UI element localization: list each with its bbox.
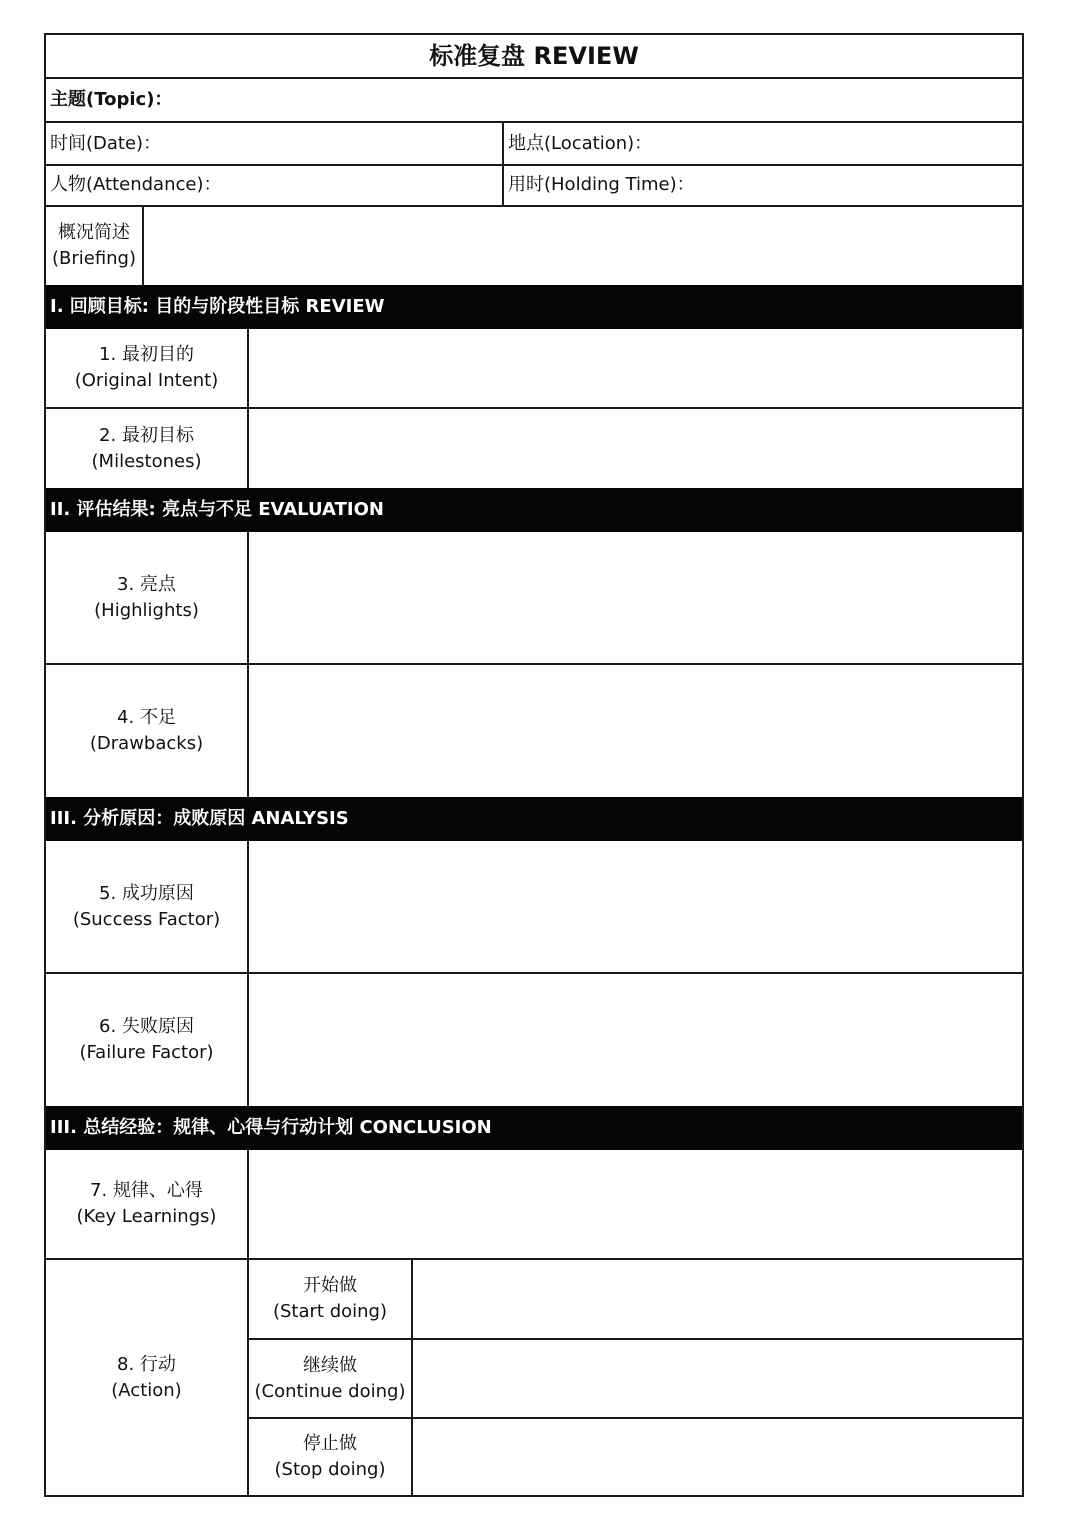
drawbacks-label: 4. 不足 (Drawbacks) — [46, 665, 249, 797]
start-doing-label: 开始做 (Start doing) — [249, 1260, 413, 1338]
action-block — [46, 1260, 1022, 1495]
start-doing-row — [249, 1260, 1022, 1340]
highlights-label: 3. 亮点 (Highlights) — [46, 532, 249, 663]
action-label: 8. 行动 (Action) — [46, 1260, 249, 1495]
original-intent-input[interactable] — [249, 329, 1022, 407]
success-factor-row — [46, 841, 1022, 974]
failure-factor-input[interactable] — [249, 974, 1022, 1106]
milestones-row — [46, 409, 1022, 488]
key-learnings-label: 7. 规律、心得 (Key Learnings) — [46, 1150, 249, 1258]
section-evaluation: II. 评估结果: 亮点与不足 EVALUATION — [46, 488, 1022, 532]
original-intent-label: 1. 最初目的 (Original Intent) — [46, 329, 249, 407]
drawbacks-input[interactable] — [249, 665, 1022, 797]
review-form — [44, 33, 1024, 1497]
attendance-field[interactable]: 人物(Attendance)： — [46, 166, 504, 205]
key-learnings-row — [46, 1150, 1022, 1260]
stop-doing-row — [249, 1419, 1022, 1495]
continue-doing-row — [249, 1340, 1022, 1419]
section-conclusion: III. 总结经验：规律、心得与行动计划 CONCLUSION — [46, 1106, 1022, 1150]
key-learnings-input[interactable] — [249, 1150, 1022, 1258]
stop-doing-input[interactable] — [413, 1419, 1022, 1495]
original-intent-row — [46, 329, 1022, 409]
drawbacks-row — [46, 665, 1022, 797]
briefing-input[interactable] — [144, 207, 1022, 285]
milestones-label: 2. 最初目标 (Milestones) — [46, 409, 249, 488]
topic-field[interactable]: 主题(Topic)： — [46, 79, 1022, 123]
briefing-row — [46, 207, 1022, 285]
date-field[interactable]: 时间(Date)： — [46, 123, 504, 164]
milestones-input[interactable] — [249, 409, 1022, 488]
section-review: I. 回顾目标: 目的与阶段性目标 REVIEW — [46, 285, 1022, 329]
highlights-input[interactable] — [249, 532, 1022, 663]
date-location-row — [46, 123, 1022, 166]
failure-factor-label: 6. 失败原因 (Failure Factor) — [46, 974, 249, 1106]
continue-doing-label: 继续做 (Continue doing) — [249, 1340, 413, 1417]
location-field[interactable]: 地点(Location)： — [508, 133, 653, 154]
holding-time-field[interactable]: 用时(Holding Time)： — [508, 174, 695, 195]
start-doing-input[interactable] — [413, 1260, 1022, 1338]
continue-doing-input[interactable] — [413, 1340, 1022, 1417]
attendance-time-row — [46, 166, 1022, 207]
briefing-label: 概况简述 (Briefing) — [46, 207, 144, 285]
highlights-row — [46, 532, 1022, 665]
failure-factor-row — [46, 974, 1022, 1106]
success-factor-input[interactable] — [249, 841, 1022, 972]
section-analysis: III. 分析原因：成败原因 ANALYSIS — [46, 797, 1022, 841]
stop-doing-label: 停止做 (Stop doing) — [249, 1419, 413, 1495]
success-factor-label: 5. 成功原因 (Success Factor) — [46, 841, 249, 972]
form-title: 标准复盘 REVIEW — [46, 35, 1022, 79]
